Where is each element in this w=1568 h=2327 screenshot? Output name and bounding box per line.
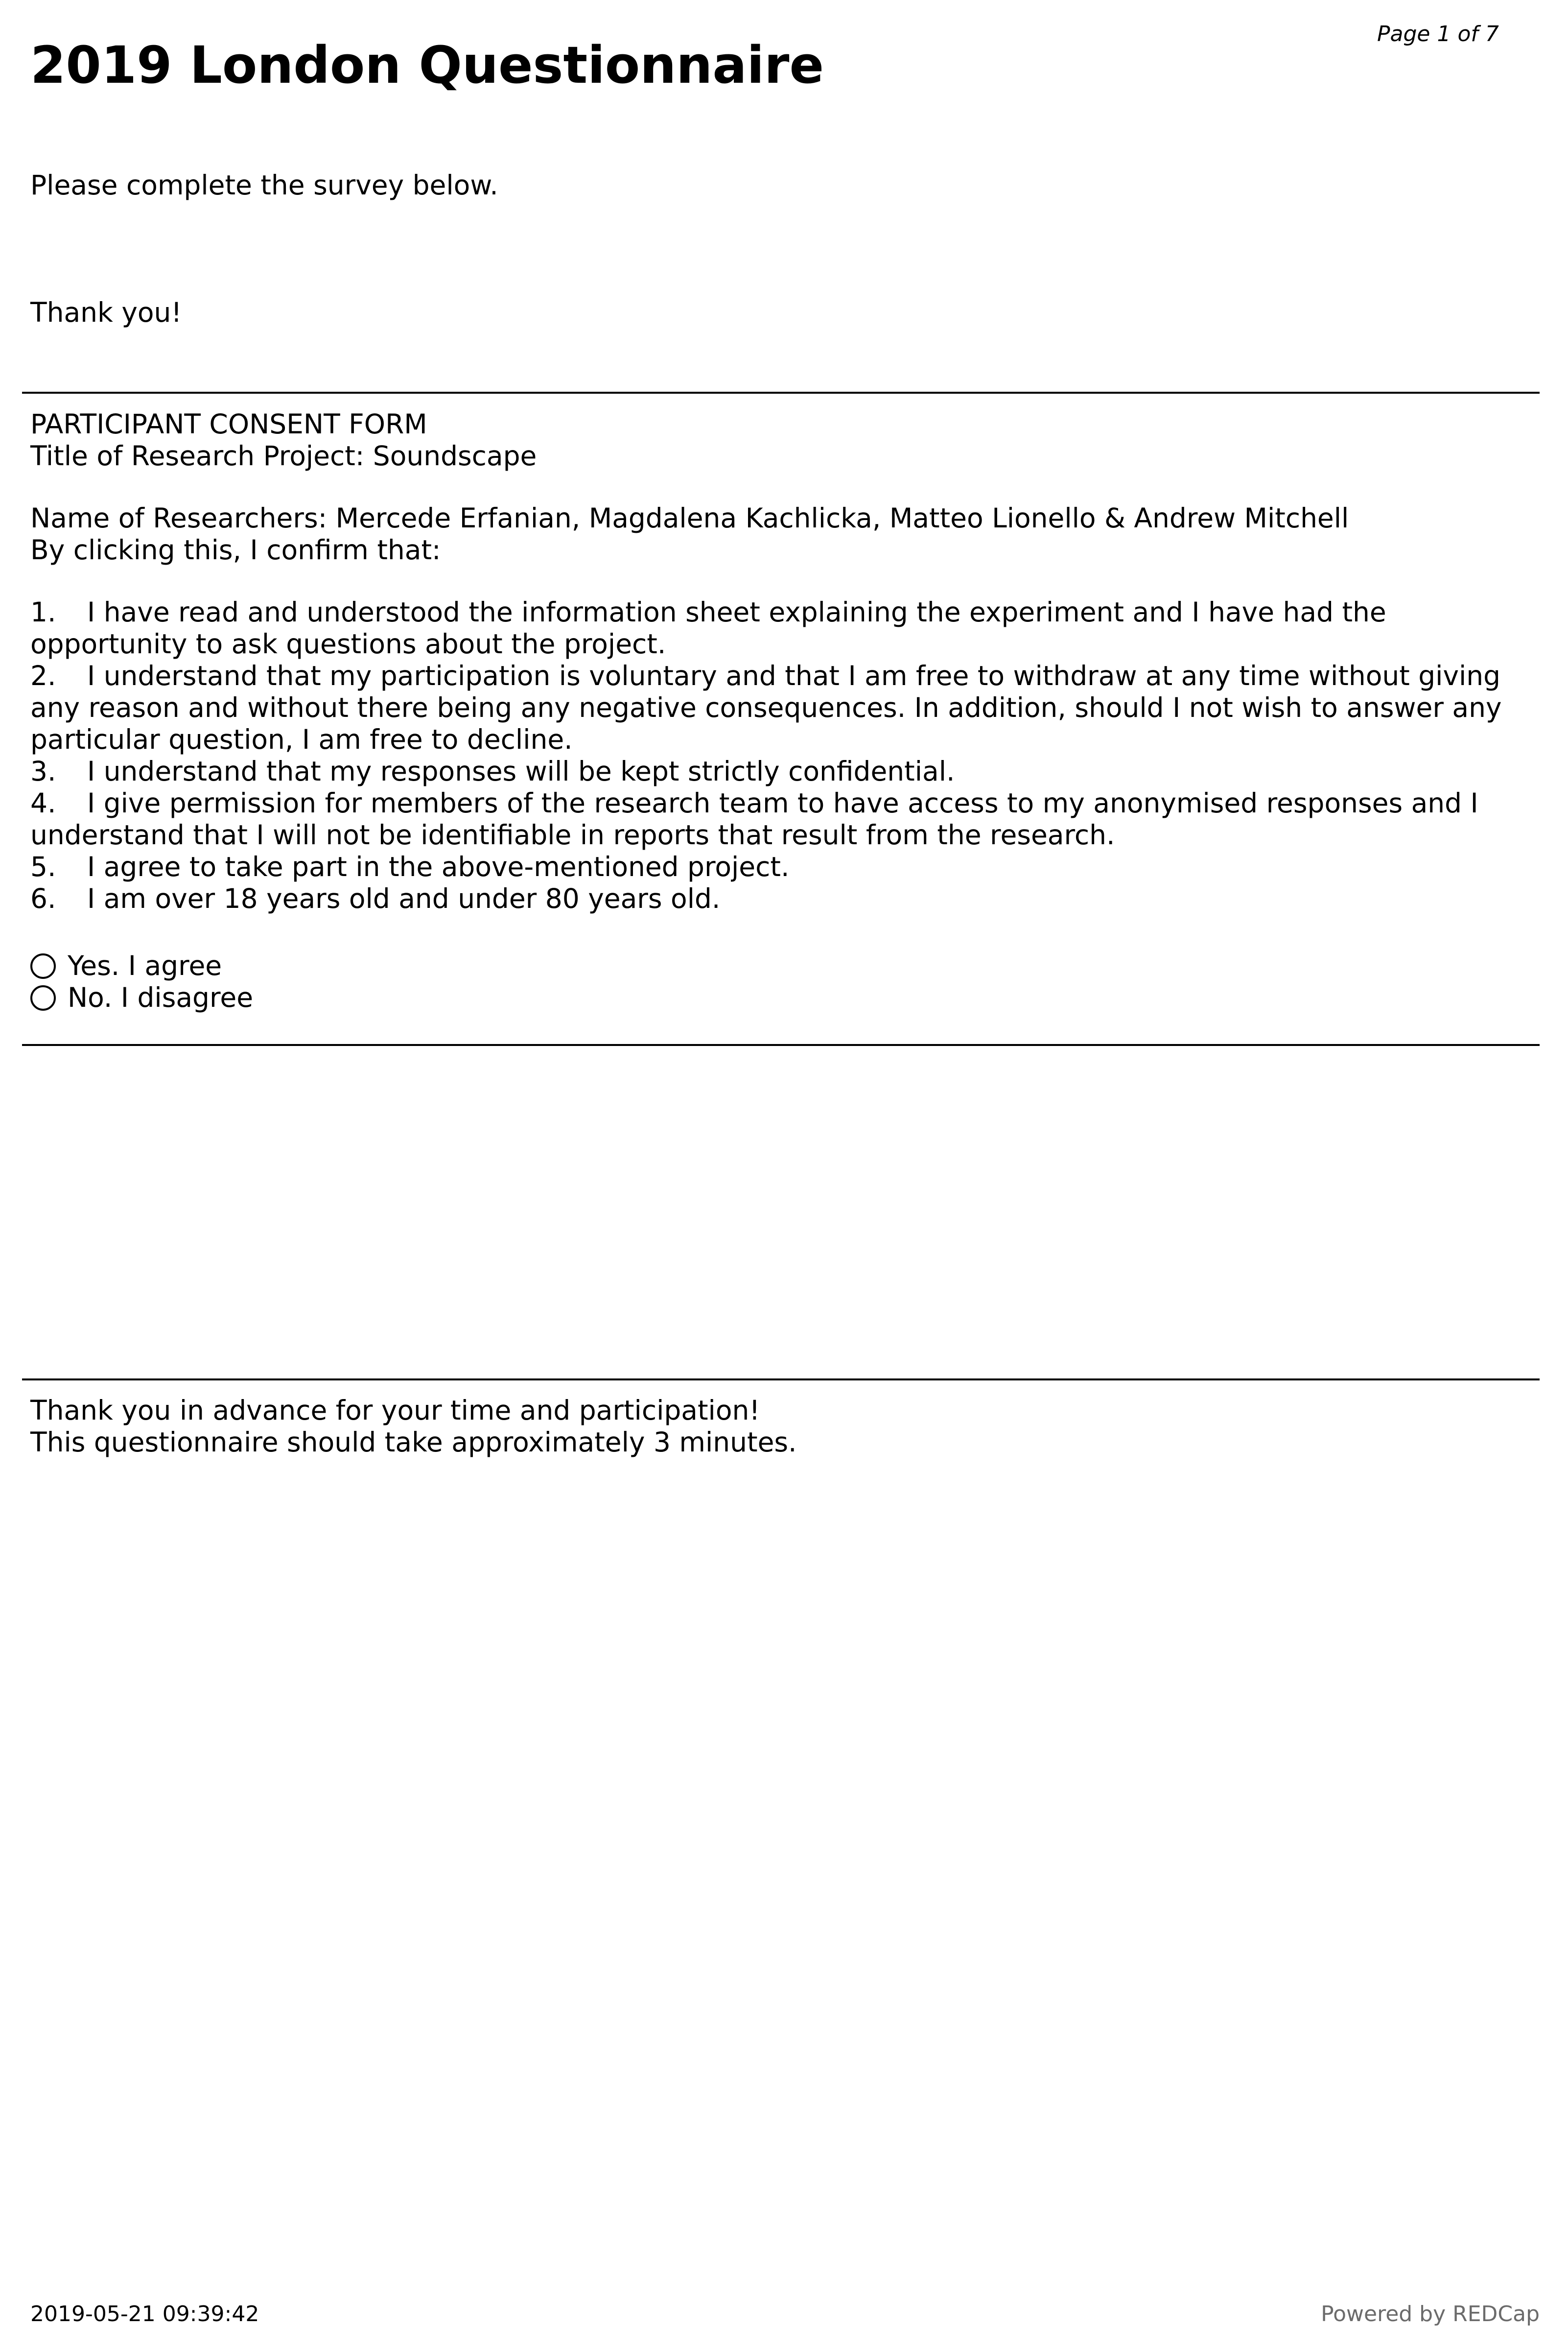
footer-brand: Powered by REDCap	[1321, 2302, 1540, 2327]
statement-text: I am over 18 years old and under 80 years old.	[87, 883, 721, 914]
project-title: Title of Research Project: Soundscape	[30, 440, 537, 472]
thank-you-text: Thank you!	[30, 297, 182, 328]
option-label: No. I disagree	[68, 982, 254, 1013]
statement-number: 3.	[30, 756, 56, 787]
radio-button-icon[interactable]	[30, 953, 56, 979]
section-divider	[22, 1044, 1540, 1046]
duration-text: This questionnaire should take approximately 3 minutes.	[30, 1426, 797, 1458]
consent-statement	[30, 756, 1538, 787]
consent-statement	[30, 660, 1538, 756]
researchers-names: Name of Researchers: Mercede Erfanian, Magdalena Kachlicka, Matteo Lionello & Andrew Mitchell	[30, 502, 1349, 534]
section-divider	[22, 1378, 1540, 1380]
consent-option-agree[interactable]	[30, 950, 253, 982]
statement-number: 4.	[30, 787, 56, 819]
page-title: 2019 London Questionnaire	[30, 35, 824, 95]
consent-statement-list	[30, 596, 1538, 915]
statement-text: I understand that my responses will be kept strictly confidential.	[87, 756, 955, 787]
statement-text: I understand that my participation is voluntary and that I am free to withdraw at any time without giving any reason and without there being any negative consequences. In addition, should I not wish to answer any particular question, I am free to decline.	[30, 660, 1502, 755]
statement-number: 2.	[30, 660, 56, 691]
page-number: Page 1 of 7	[1377, 22, 1499, 47]
radio-button-icon[interactable]	[30, 985, 56, 1011]
survey-instruction: Please complete the survey below.	[30, 169, 498, 201]
thanks-advance-text: Thank you in advance for your time and participation!	[30, 1395, 760, 1426]
statement-text: I give permission for members of the research team to have access to my anonymised responses and I understand that I will not be identifiable in reports that result from the research.	[30, 787, 1478, 851]
section-divider	[22, 392, 1540, 394]
consent-statement	[30, 787, 1538, 851]
consent-statement	[30, 883, 1538, 915]
statement-text: I have read and understood the information sheet explaining the experiment and I have had the opportunity to ask questions about the project.	[30, 596, 1386, 660]
footer-timestamp: 2019-05-21 09:39:42	[30, 2302, 259, 2327]
statement-text: I agree to take part in the above-mentioned project.	[87, 851, 790, 882]
consent-statement	[30, 851, 1538, 883]
consent-option-disagree[interactable]	[30, 982, 253, 1014]
confirm-intro: By clicking this, I confirm that:	[30, 534, 441, 566]
statement-number: 5.	[30, 851, 56, 882]
consent-heading: PARTICIPANT CONSENT FORM	[30, 408, 427, 440]
consent-options	[30, 950, 253, 1014]
consent-statement	[30, 596, 1538, 660]
statement-number: 6.	[30, 883, 56, 914]
option-label: Yes. I agree	[68, 950, 222, 981]
statement-number: 1.	[30, 596, 56, 628]
